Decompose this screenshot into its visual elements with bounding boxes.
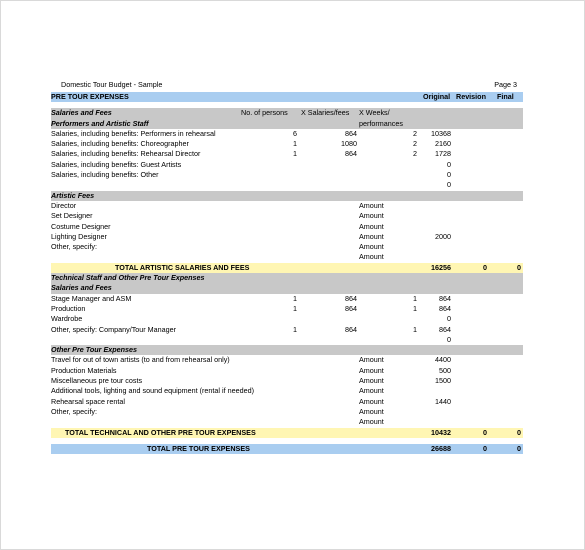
other-header-row xyxy=(51,345,523,355)
row-original: 1500 xyxy=(435,376,451,386)
artistic-header: Artistic Fees xyxy=(51,190,95,200)
row-label: Wardrobe xyxy=(51,314,83,324)
row-fee: 864 xyxy=(345,149,357,159)
total-pre-tour-final: 0 xyxy=(517,443,521,453)
table-row xyxy=(51,160,523,170)
row-amount-label: Amount xyxy=(359,252,384,262)
performers-rows xyxy=(51,129,523,191)
table-row xyxy=(51,366,523,376)
row-original: 0 xyxy=(447,159,451,169)
table-row xyxy=(51,376,523,386)
row-weeks: 1 xyxy=(413,324,417,334)
table-row xyxy=(51,201,523,211)
row-fee: 864 xyxy=(345,128,357,138)
row-amount-label: Amount xyxy=(359,242,384,252)
row-label: Miscellaneous pre tour costs xyxy=(51,376,143,386)
row-original: 0 xyxy=(447,314,451,324)
row-amount-label: Amount xyxy=(359,200,384,210)
row-original: 0 xyxy=(447,180,451,190)
total-tech-revision: 0 xyxy=(483,427,487,437)
row-label: Lighting Designer xyxy=(51,231,107,241)
row-original: 500 xyxy=(439,365,451,375)
row-weeks: 1 xyxy=(413,293,417,303)
section-title-row xyxy=(51,92,523,102)
row-label: Costume Designer xyxy=(51,221,111,231)
row-label: Salaries, including benefits: Guest Artists xyxy=(51,159,182,169)
fees-header: X Salaries/fees xyxy=(301,108,350,118)
total-tech-final: 0 xyxy=(517,427,521,437)
row-amount-label: Amount xyxy=(359,376,384,386)
total-pre-tour-original: 26688 xyxy=(431,443,451,453)
row-original: 1728 xyxy=(435,149,451,159)
table-row xyxy=(51,335,523,345)
table-row xyxy=(51,129,523,139)
total-tech-label: TOTAL TECHNICAL AND OTHER PRE TOUR EXPENSES xyxy=(65,427,256,437)
tech-salaries-header-row xyxy=(51,283,523,293)
table-row xyxy=(51,170,523,180)
row-weeks: 2 xyxy=(413,149,417,159)
table-row xyxy=(51,294,523,304)
row-label: Stage Manager and ASM xyxy=(51,293,132,303)
weeks-header: X Weeks/ xyxy=(359,108,390,118)
tech-header: Technical Staff and Other Pre Tour Expenses xyxy=(51,273,205,283)
table-row xyxy=(51,397,523,407)
salaries-header-row xyxy=(51,108,523,118)
total-pre-tour-revision: 0 xyxy=(483,443,487,453)
row-amount-label: Amount xyxy=(359,386,384,396)
row-original: 0 xyxy=(447,170,451,180)
table-row xyxy=(51,325,523,335)
row-original: 1440 xyxy=(435,396,451,406)
row-label: Production xyxy=(51,303,86,313)
row-original: 4400 xyxy=(435,355,451,365)
table-row xyxy=(51,139,523,149)
total-artistic-revision: 0 xyxy=(483,262,487,272)
row-label: Salaries, including benefits: Other xyxy=(51,170,159,180)
total-artistic-final: 0 xyxy=(517,262,521,272)
tech-header-row xyxy=(51,273,523,283)
col-original: Original xyxy=(423,92,451,101)
row-amount-label: Amount xyxy=(359,417,384,427)
persons-header: No. of persons xyxy=(241,108,288,118)
table-row xyxy=(51,252,523,262)
page-header xyxy=(51,80,523,92)
row-original: 864 xyxy=(439,303,451,313)
row-persons: 1 xyxy=(293,139,297,149)
row-label: Director xyxy=(51,200,77,210)
row-fee: 864 xyxy=(345,324,357,334)
table-row xyxy=(51,304,523,314)
row-amount-label: Amount xyxy=(359,221,384,231)
row-label: Production Materials xyxy=(51,365,117,375)
row-persons: 1 xyxy=(293,324,297,334)
total-pre-tour-label: TOTAL PRE TOUR EXPENSES xyxy=(147,443,250,453)
row-label: Rehearsal space rental xyxy=(51,396,125,406)
tech-salaries-header: Salaries and Fees xyxy=(51,283,112,293)
col-revision: Revision xyxy=(456,92,486,101)
row-label: Other, specify: xyxy=(51,242,97,252)
total-tech-original: 10432 xyxy=(431,427,451,437)
row-original: 864 xyxy=(439,324,451,334)
row-weeks: 2 xyxy=(413,128,417,138)
doc-title: Domestic Tour Budget - Sample xyxy=(61,80,163,89)
row-weeks: 2 xyxy=(413,139,417,149)
table-row xyxy=(51,386,523,396)
row-label: Salaries, including benefits: Rehearsal Director xyxy=(51,149,201,159)
col-final: Final xyxy=(497,92,514,101)
table-row xyxy=(51,355,523,365)
row-original: 10368 xyxy=(431,128,451,138)
other-header: Other Pre Tour Expenses xyxy=(51,345,138,355)
performers-header-row xyxy=(51,119,523,129)
total-artistic-row xyxy=(51,263,523,273)
row-amount-label: Amount xyxy=(359,365,384,375)
row-label: Salaries, including benefits: Choreographer xyxy=(51,139,189,149)
row-original: 2000 xyxy=(435,231,451,241)
row-label: Salaries, including benefits: Performers in rehearsal xyxy=(51,128,216,138)
row-label: Other, specify: Company/Tour Manager xyxy=(51,324,177,334)
row-amount-label: Amount xyxy=(359,396,384,406)
row-label: Set Designer xyxy=(51,211,93,221)
tech-rows xyxy=(51,294,523,345)
row-fee: 864 xyxy=(345,303,357,313)
row-fee: 864 xyxy=(345,293,357,303)
section-title: PRE TOUR EXPENSES xyxy=(51,92,129,101)
row-amount-label: Amount xyxy=(359,406,384,416)
table-row xyxy=(51,149,523,159)
performers-header: Performers and Artistic Staff xyxy=(51,118,149,128)
row-label: Additional tools, lighting and sound equipment (rental if needed) xyxy=(51,386,254,396)
row-label: Other, specify: xyxy=(51,406,97,416)
table-row xyxy=(51,314,523,324)
total-artistic-original: 16256 xyxy=(431,262,451,272)
table-row xyxy=(51,211,523,221)
table-row xyxy=(51,242,523,252)
salaries-header: Salaries and Fees xyxy=(51,108,112,118)
page-number: Page 3 xyxy=(494,80,517,89)
table-row xyxy=(51,232,523,242)
total-pre-tour-row xyxy=(51,444,523,454)
table-row xyxy=(51,180,523,190)
artistic-rows xyxy=(51,201,523,263)
artistic-header-row xyxy=(51,191,523,201)
row-persons: 1 xyxy=(293,293,297,303)
row-label: Travel for out of town artists (to and from rehearsal only) xyxy=(51,355,230,365)
other-rows xyxy=(51,355,523,427)
table-row xyxy=(51,407,523,417)
row-original: 0 xyxy=(447,334,451,344)
budget-sheet xyxy=(51,80,523,454)
row-original: 2160 xyxy=(435,139,451,149)
weeks-header-2: performances xyxy=(359,118,403,128)
table-row xyxy=(51,417,523,427)
row-amount-label: Amount xyxy=(359,231,384,241)
row-amount-label: Amount xyxy=(359,211,384,221)
row-original: 864 xyxy=(439,293,451,303)
row-weeks: 1 xyxy=(413,303,417,313)
total-artistic-label: TOTAL ARTISTIC SALARIES AND FEES xyxy=(115,262,250,272)
table-row xyxy=(51,222,523,232)
row-fee: 1080 xyxy=(341,139,357,149)
total-tech-row xyxy=(51,428,523,438)
row-persons: 6 xyxy=(293,128,297,138)
row-persons: 1 xyxy=(293,303,297,313)
row-amount-label: Amount xyxy=(359,355,384,365)
row-persons: 1 xyxy=(293,149,297,159)
